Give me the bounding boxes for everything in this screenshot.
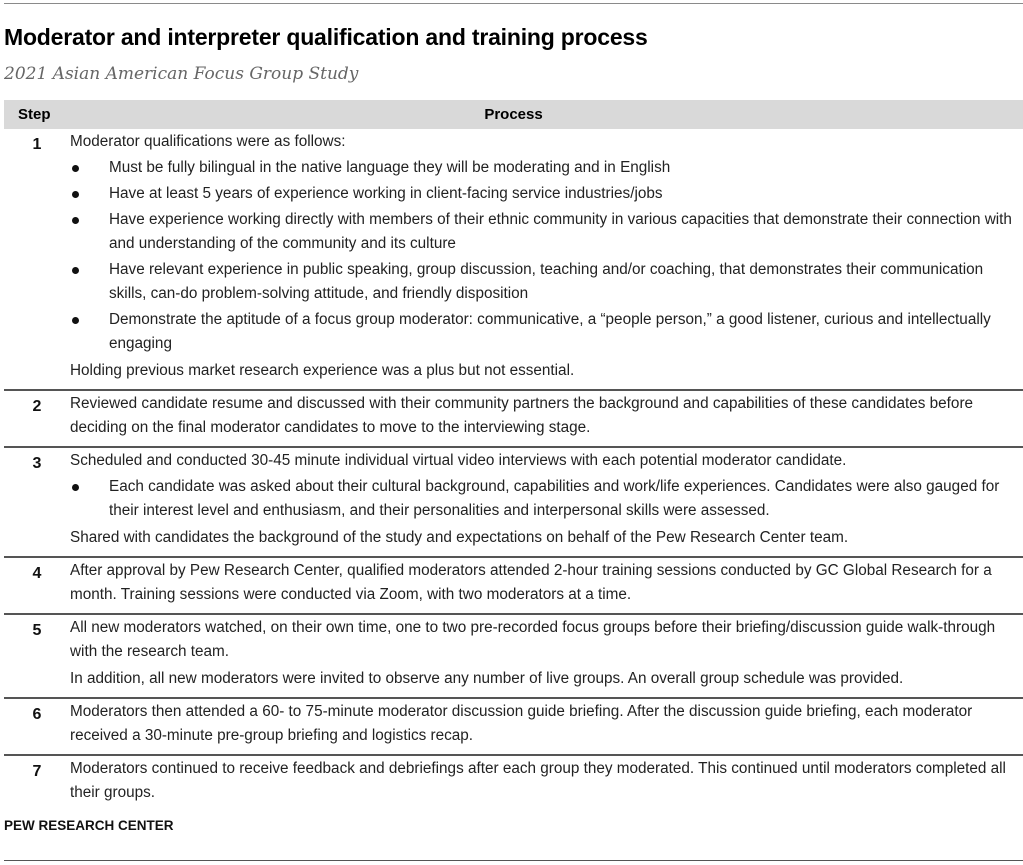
table-row <box>4 448 1023 558</box>
step-number: 5 <box>32 622 42 639</box>
process-text: Moderator qualifications were as follows: <box>70 133 346 150</box>
table-row <box>4 391 1023 448</box>
top-rule <box>4 3 1023 4</box>
process-cell <box>70 699 1023 754</box>
table-row <box>4 615 1023 699</box>
table-row <box>4 129 1023 391</box>
process-cell <box>70 558 1023 613</box>
bullet-icon <box>72 317 79 324</box>
table-body <box>4 129 1023 811</box>
process-text: Reviewed candidate resume and discussed with their community partners the background and capabilities of these candidates before deciding on the final moderator candidates to move to the interviewing stage. <box>70 395 974 436</box>
bullet-text: Have relevant experience in public speaking, group discussion, teaching and/or coaching, that demonstrates their communication skills, can-do problem-solving attitude, and friendly disposition <box>109 261 984 302</box>
process-note: Holding previous market research experience was a plus but not essential. <box>70 362 575 379</box>
table-row <box>4 558 1023 615</box>
page-subtitle: 2021 Asian American Focus Group Study <box>4 64 359 84</box>
step-number: 6 <box>32 706 42 723</box>
bullet-icon <box>72 165 79 172</box>
step-number: 2 <box>32 398 42 415</box>
step-number: 3 <box>32 455 42 472</box>
step-number: 1 <box>32 136 42 153</box>
table-row <box>4 756 1023 811</box>
process-note: In addition, all new moderators were invited to observe any number of live groups. An overall group schedule was provided. <box>70 670 904 687</box>
process-text: Scheduled and conducted 30-45 minute individual virtual video interviews with each potential moderator candidate. <box>70 452 847 469</box>
process-note: Shared with candidates the background of the study and expectations on behalf of the Pew Research Center team. <box>70 529 849 546</box>
process-cell <box>70 615 1023 697</box>
process-cell <box>70 756 1023 811</box>
table-header <box>4 100 1023 129</box>
bullet-text: Must be fully bilingual in the native language they will be moderating and in English <box>109 159 671 176</box>
bullet-icon <box>72 267 79 274</box>
bullet-item <box>70 156 1017 180</box>
column-header-step: Step <box>18 106 51 123</box>
column-header-process: Process <box>484 106 543 123</box>
table-row <box>4 699 1023 756</box>
process-text: All new moderators watched, on their own time, one to two pre-recorded focus groups before their briefing/discussion guide walk-through with the research team. <box>70 619 996 660</box>
bullet-text: Demonstrate the aptitude of a focus group moderator: communicative, a “people person,” a good listener, curious and intellectually engaging <box>109 311 991 352</box>
process-text: Moderators continued to receive feedback and debriefings after each group they moderated. This continued until moderators completed all their groups. <box>70 760 1006 801</box>
bullet-item <box>70 475 1017 523</box>
step-number: 4 <box>32 565 42 582</box>
bullet-text: Have experience working directly with members of their ethnic community in various capacities that demonstrate their connection with and understanding of the community and its culture <box>109 211 1012 252</box>
bullet-list <box>70 156 1017 356</box>
bullet-icon <box>72 217 79 224</box>
bullet-list <box>70 475 1017 523</box>
bullet-text: Have at least 5 years of experience working in client-facing service industries/jobs <box>109 185 663 202</box>
bullet-item <box>70 208 1017 256</box>
step-number: 7 <box>32 763 42 780</box>
process-text: Moderators then attended a 60- to 75-minute moderator discussion guide briefing. After the discussion guide briefing, each moderator received a 30-minute pre-group briefing and logistics recap. <box>70 703 973 744</box>
bullet-item <box>70 308 1017 356</box>
bullet-text: Each candidate was asked about their cultural background, capabilities and work/life experiences. Candidates were also gauged for their interest level and enthusiasm, and their personalities and interpersonal skills were assessed. <box>109 478 1000 519</box>
bullet-item <box>70 182 1017 206</box>
bullet-item <box>70 258 1017 306</box>
bullet-icon <box>72 484 79 491</box>
bullet-icon <box>72 191 79 198</box>
process-cell <box>70 129 1023 389</box>
process-cell <box>70 448 1023 556</box>
process-cell <box>70 391 1023 446</box>
process-text: After approval by Pew Research Center, qualified moderators attended 2-hour training sessions conducted by GC Global Research for a month. Training sessions were conducted via Zoom, with two moderators at a time. <box>70 562 992 603</box>
page-title: Moderator and interpreter qualification and training process <box>4 24 648 50</box>
process-table <box>4 100 1023 811</box>
source-credit: PEW RESEARCH CENTER <box>4 818 174 833</box>
bottom-rule <box>4 860 1023 861</box>
